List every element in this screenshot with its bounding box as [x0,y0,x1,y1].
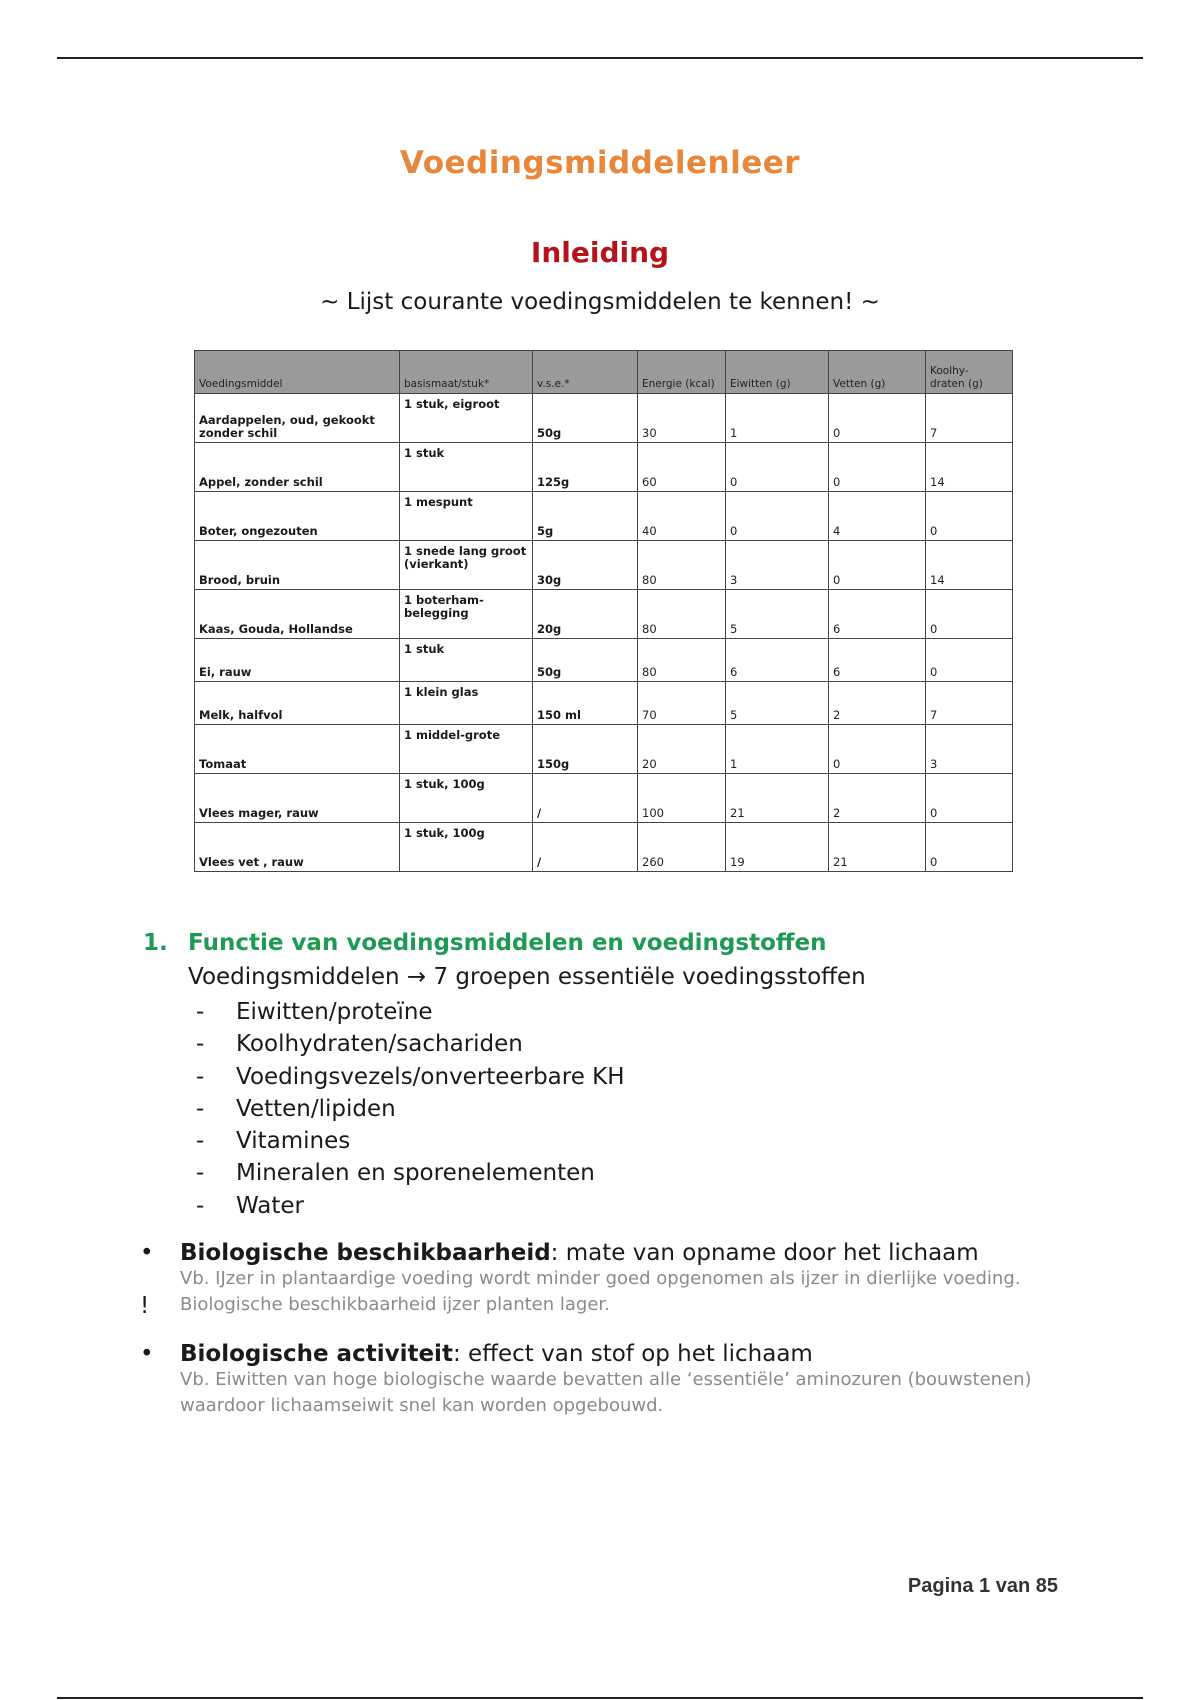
footer-total: 85 [1035,1575,1058,1597]
table-cell: 1 snede lang groot (vierkant) [400,541,533,590]
table-cell: 1 klein glas [400,682,533,725]
table-cell: 1 stuk, 100g [400,774,533,823]
col-header: Voedingsmiddel [195,351,400,394]
intro-subtitle: ~ Lijst courante voedingsmiddelen te kennen! ~ [320,289,880,315]
table-cell: Melk, halfvol [195,682,400,725]
table-cell: 1 [726,725,829,774]
dash-icon: - [196,999,205,1025]
table-cell: 100 [638,774,726,823]
table-cell: Ei, rauw [195,639,400,682]
list-item [196,1061,625,1093]
table-cell: 6 [726,639,829,682]
table-cell: 1 mespunt [400,492,533,541]
table-cell: 0 [829,394,926,443]
table-cell: 1 boterham-belegging [400,590,533,639]
col-header: Koolhy- draten (g) [926,351,1013,394]
section-1-intro: Voedingsmiddelen → 7 groepen essentiële voedingsstoffen [188,964,866,990]
table-cell: 40 [638,492,726,541]
table-cell: 0 [829,725,926,774]
table-cell: 80 [638,541,726,590]
table-cell: 0 [926,492,1013,541]
table-row [195,725,1013,774]
table-cell: 0 [926,639,1013,682]
table-cell: 3 [726,541,829,590]
table-cell: 7 [926,682,1013,725]
table-cell: 20 [638,725,726,774]
list-item-label: Koolhydraten/sachariden [236,1031,523,1058]
table-cell: 7 [926,394,1013,443]
list-item [196,1190,625,1222]
table-row [195,492,1013,541]
table-cell: 0 [829,443,926,492]
col-header: Eiwitten (g) [726,351,829,394]
table-cell: 14 [926,541,1013,590]
bio-activity-block [140,1341,1090,1419]
term: Biologische beschikbaarheid [180,1240,551,1266]
table-cell: Vlees vet , rauw [195,823,400,872]
table-cell: 14 [926,443,1013,492]
table-cell: 1 stuk [400,443,533,492]
table-cell: 6 [829,639,926,682]
table-cell: 0 [926,823,1013,872]
table-cell: Aardappelen, oud, gekookt zonder schil [195,394,400,443]
table-cell: 50g [533,639,638,682]
section-title: Functie van voedingsmiddelen en voedingstoffen [188,930,827,956]
table-cell: 1 middel-grote [400,725,533,774]
table-cell: 1 stuk [400,639,533,682]
table-cell: 19 [726,823,829,872]
table-cell: Kaas, Gouda, Hollandse [195,590,400,639]
list-item [196,1093,625,1125]
table-cell: 80 [638,590,726,639]
list-item [196,1157,625,1189]
table-cell: 1 stuk, 100g [400,823,533,872]
definition: : effect van stof op het lichaam [452,1341,813,1367]
table-row [195,394,1013,443]
bio-availability-block [140,1240,1090,1318]
table-cell: 30 [638,394,726,443]
table-cell: 21 [829,823,926,872]
dash-icon: - [196,1063,205,1090]
page-title: Voedingsmiddelenleer [399,145,801,181]
table-cell: 70 [638,682,726,725]
col-header: basismaat/stuk* [400,351,533,394]
footer-sep: van [995,1575,1031,1597]
list-item [196,1028,625,1060]
col-header: Vetten (g) [829,351,926,394]
dash-icon: - [196,1160,205,1187]
section-1-heading [143,930,827,956]
bullet-icon: • [140,1341,154,1367]
table-row [195,774,1013,823]
example-note: Vb. Eiwitten van hoge biologische waarde bevatten alle ‘essentiële’ aminozuren (bouwstenen) waardoor lichaamseiwit snel kan worden opgebouwd. [180,1369,1032,1416]
table-cell: 50g [533,394,638,443]
table-cell: 150g [533,725,638,774]
table-cell: 5 [726,590,829,639]
table-cell: Vlees mager, rauw [195,774,400,823]
table-cell: 0 [926,774,1013,823]
page-footer [900,1575,1058,1598]
col-header: Energie (kcal) [638,351,726,394]
table-cell: 0 [829,541,926,590]
table-cell: 5g [533,492,638,541]
table-row [195,639,1013,682]
table-cell: 150 ml [533,682,638,725]
table-cell: Brood, bruin [195,541,400,590]
footer-label: Pagina [907,1575,974,1597]
table-cell: 0 [726,492,829,541]
list-item-label: Eiwitten/proteïne [236,999,433,1025]
footer-page-number: 1 [979,1575,991,1597]
table-row [195,590,1013,639]
table-cell: 3 [926,725,1013,774]
food-table [194,350,1012,872]
table-cell: Tomaat [195,725,400,774]
list-item-label: Vitamines [236,1128,351,1155]
table-row [195,443,1013,492]
list-item-label: Water [236,1192,304,1219]
table-cell: Appel, zonder schil [195,443,400,492]
list-item [196,1125,625,1157]
dash-icon: - [196,1192,205,1219]
table-cell: 0 [726,443,829,492]
example-note: Vb. IJzer in plantaardige voeding wordt minder goed opgenomen als ijzer in dierlijke voeding. Biologische beschikbaarheid ijzer planten lager. [180,1268,1021,1315]
table-cell: 60 [638,443,726,492]
table-cell: 21 [726,774,829,823]
table-cell: 30g [533,541,638,590]
section-number: 1. [143,930,168,956]
term: Biologische activiteit [180,1341,453,1367]
table-cell: 80 [638,639,726,682]
table-cell: 1 [726,394,829,443]
table-cell: 1 stuk, eigroot [400,394,533,443]
bullet-icon: • [140,1240,154,1266]
nutrient-group-list [196,996,625,1222]
table-cell: 6 [829,590,926,639]
dash-icon: - [196,1031,205,1058]
col-header: v.s.e.* [533,351,638,394]
list-item-label: Vetten/lipiden [236,1095,396,1122]
intro-heading: Inleiding [530,236,670,269]
table-cell: 260 [638,823,726,872]
bottom-rule [57,1697,1143,1699]
top-rule [57,57,1143,59]
table-row [195,541,1013,590]
table-cell: 2 [829,774,926,823]
table-cell: 0 [926,590,1013,639]
table-header-row [195,351,1013,394]
table-cell: 4 [829,492,926,541]
table-cell: Boter, ongezouten [195,492,400,541]
dash-icon: - [196,1128,205,1155]
table-cell: / [533,823,638,872]
table-cell: / [533,774,638,823]
list-item [196,996,625,1028]
table-cell: 2 [829,682,926,725]
table-cell: 20g [533,590,638,639]
exclamation-icon: ! [140,1293,150,1319]
table-cell: 125g [533,443,638,492]
table-row [195,823,1013,872]
definition: : mate van opname door het lichaam [550,1240,979,1266]
list-item-label: Mineralen en sporenelementen [236,1160,595,1187]
table-cell: 5 [726,682,829,725]
dash-icon: - [196,1095,205,1122]
table-row [195,682,1013,725]
list-item-label: Voedingsvezels/onverteerbare KH [236,1063,625,1090]
